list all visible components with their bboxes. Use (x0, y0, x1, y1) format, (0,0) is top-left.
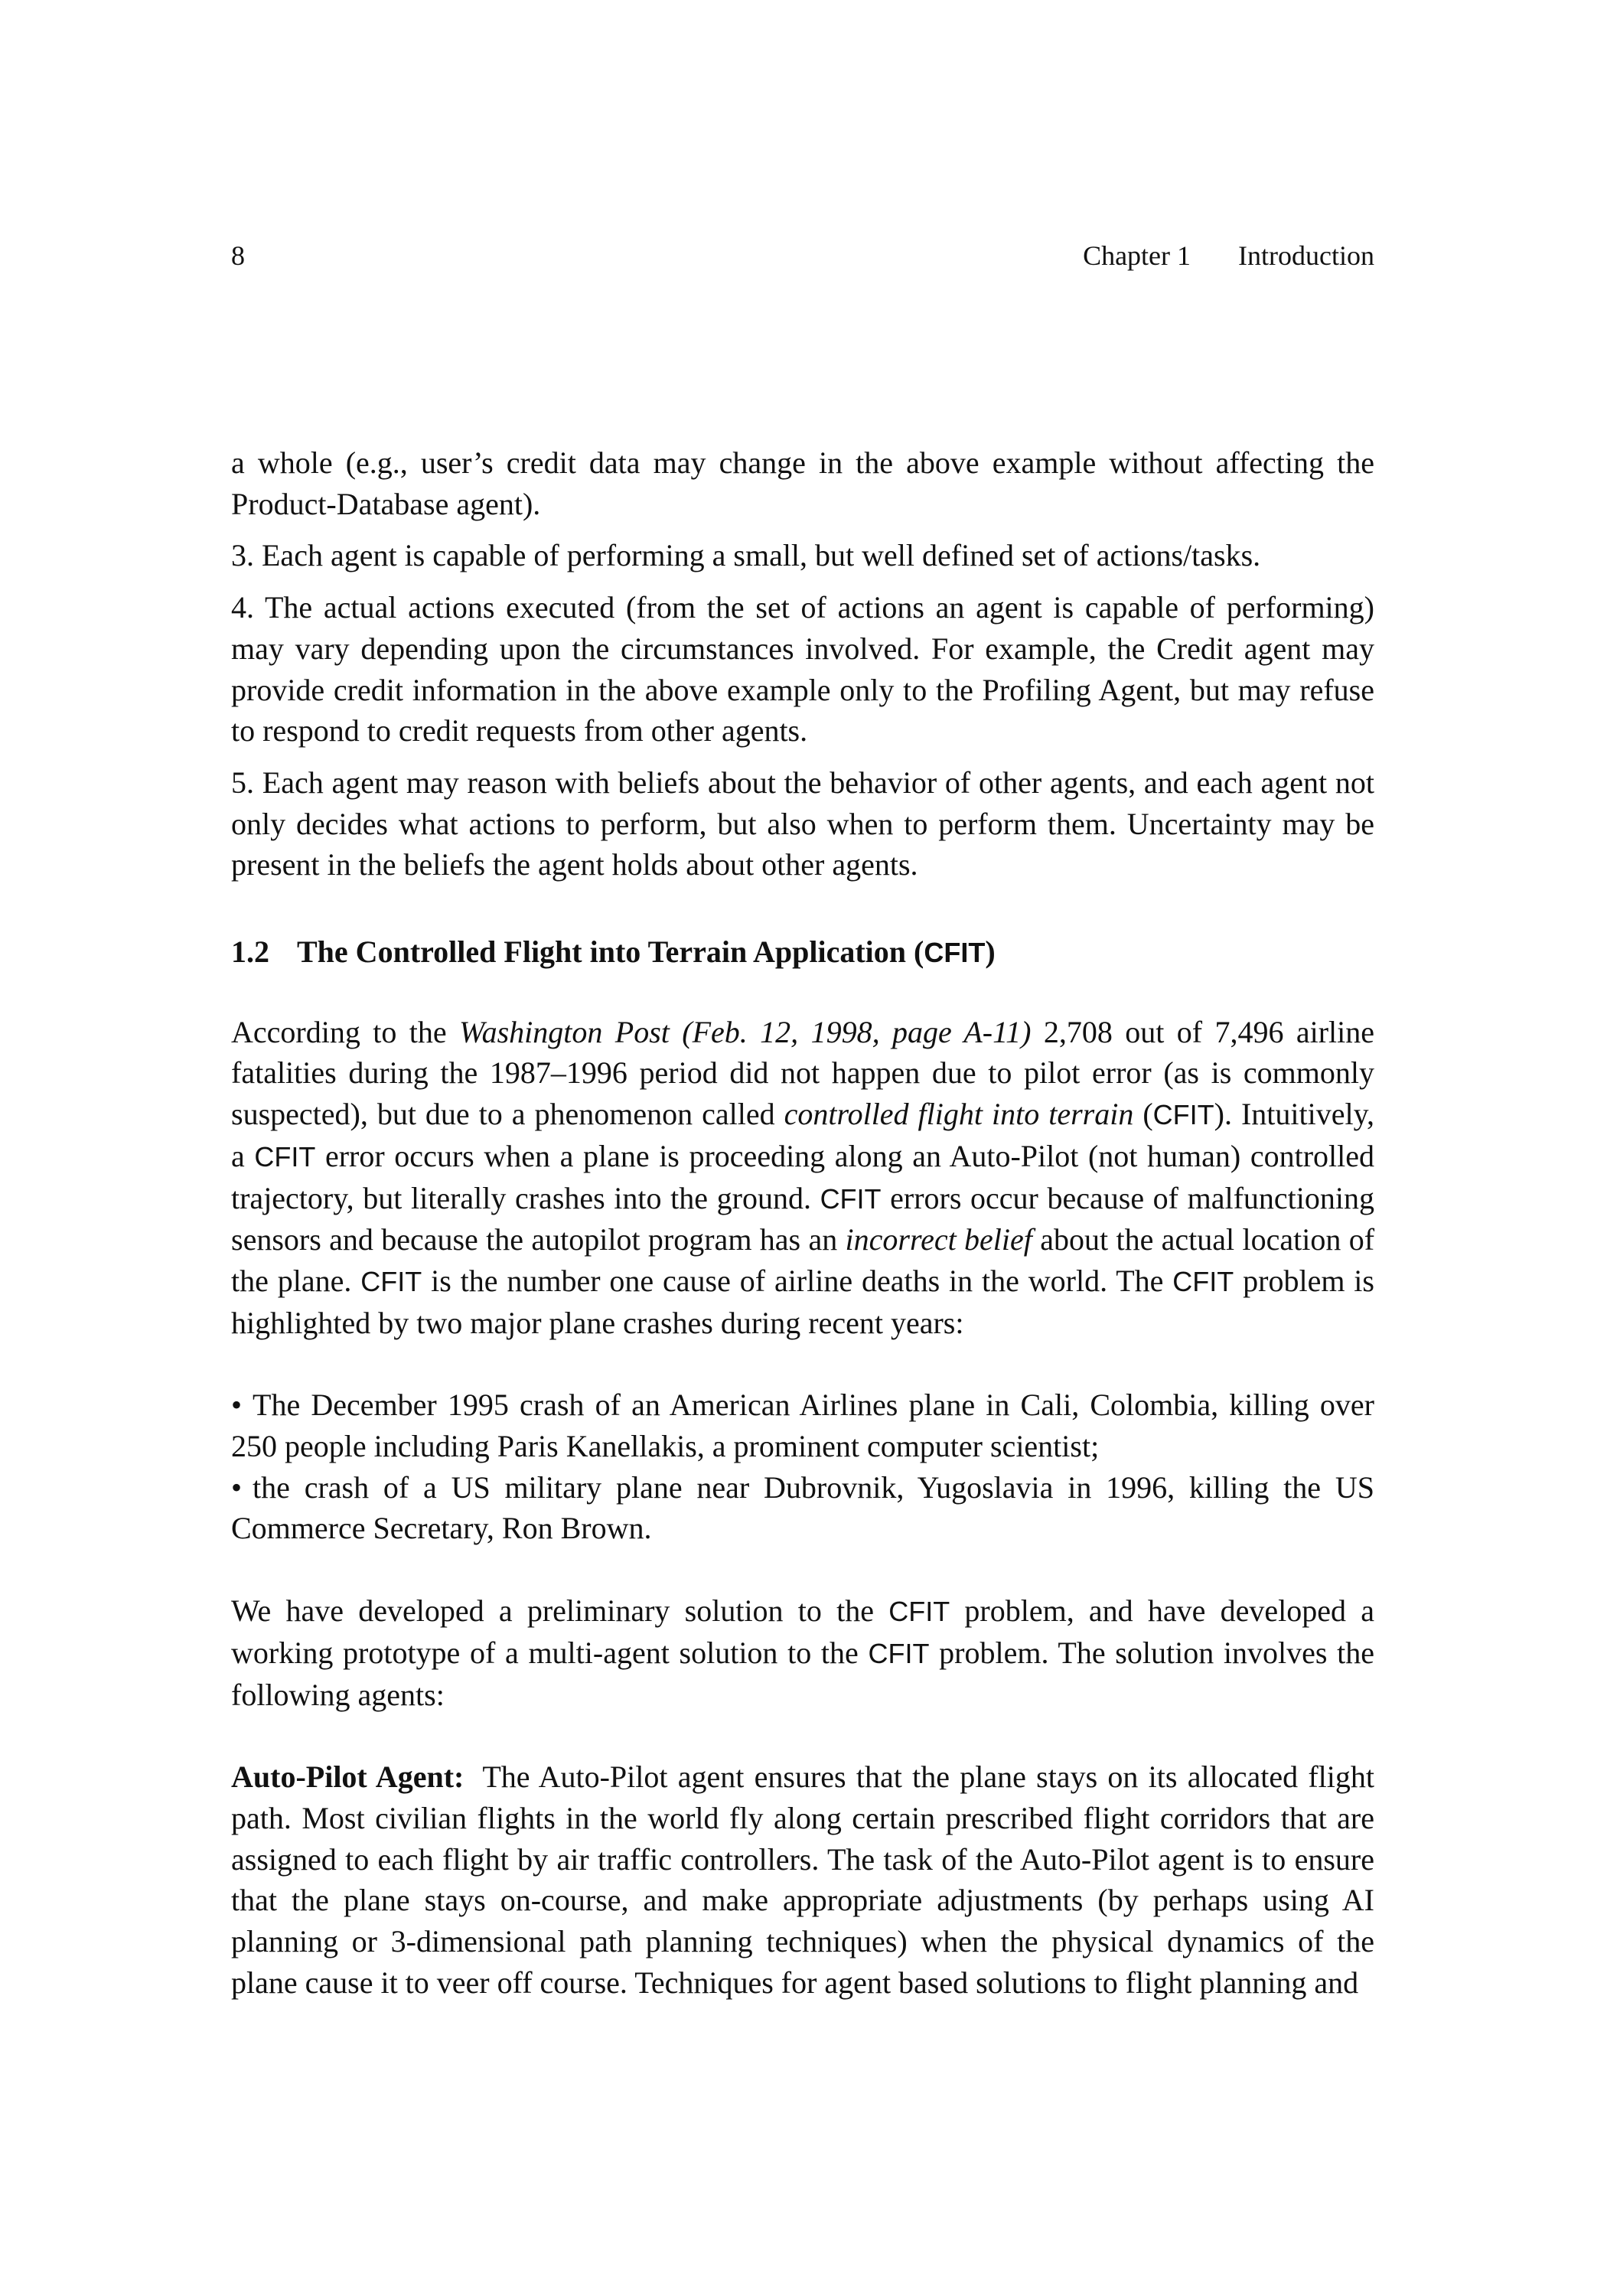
term-incorrect-belief: incorrect belief (845, 1222, 1032, 1257)
autopilot-text: The Auto-Pilot agent ensures that the plane stays on its allocated flight path. Most civilian flights in the world fly along certain prescribed flight corridors that are assigned to each flight by air traffic controllers. The task of the Auto-Pilot agent is to ensure that the plane stays on-course, and make appropriate adjustments (by perhaps using AI planning or 3-dimensional path planning techniques) when the physical dynamics of the plane cause it to veer off course. Techniques for agent based solutions to flight planning and (231, 1760, 1374, 2000)
section-title: The Controlled Flight into Terrain Application ( (297, 934, 924, 970)
chapter-title: Introduction (1238, 240, 1374, 271)
bullet-dot: • (231, 1469, 243, 1505)
chapter-number: Chapter 1 (1083, 240, 1191, 271)
bullet-dot: • (231, 1388, 243, 1423)
bullet-item: • the crash of a US military plane near Dubrovnik, Yugoslavia in 1996, killing the US Commerce Secretary, Ron Brown. (231, 1469, 1374, 1546)
chapter-label (1083, 237, 1374, 274)
list-item-4: 4. The actual actions executed (from the set of actions an agent is capable of performing) may vary depending upon the circumstances involved. For example, the Credit agent may provide credit information in the above example only to the Profiling Agent, but may refuse to respond to credit requests from other agents. (231, 590, 1374, 748)
newspaper-citation: Washington Post (Feb. 12, 1998, page A-11) (458, 1014, 1032, 1049)
autopilot-label: Auto-Pilot Agent: (231, 1760, 464, 1795)
autopilot-paragraph (231, 1756, 1374, 2003)
page-number: 8 (231, 240, 245, 271)
section-heading (231, 931, 1374, 974)
section-number: 1.2 (231, 934, 269, 970)
cfit-paragraph: According to the Washington Post (Feb. 12, 1998, page A-11) 2,708 out of 7,496 airline fatalities during the 1987–1996 period did not happen due to pilot error (as is commonly suspected), but due to a phenomenon called controlled flight into terrain (CFIT). Intuitively, a CFIT error occurs when a plane is proceeding along an Auto-Pilot (not human) controlled trajectory, but literally crashes into the ground. CFIT errors occur because of malfunctioning sensors and because the autopilot program has an incorrect belief about the actual location of the plane. CFIT is the number one cause of airline deaths in the world. The CFIT problem is highlighted by two major plane crashes during recent years: (231, 1014, 1375, 1340)
continuation-paragraph: a whole (e.g., user’s credit data may change in the above example without affecting the Product-Database agent). (231, 445, 1374, 521)
section-title-abbrev: CFIT (924, 937, 986, 969)
bullet-item: • The December 1995 crash of an American Airlines plane in Cali, Colombia, killing over 250 people including Paris Kanellakis, a prominent computer scientist; (231, 1388, 1374, 1464)
section-title-close: ) (985, 934, 996, 970)
list-item-3: 3. Each agent is capable of performing a small, but well defined set of actions/tasks. (231, 538, 1261, 573)
body-text (231, 442, 1374, 2004)
solution-paragraph: We have developed a preliminary solution to the CFIT problem, and have developed a working prototype of a multi-agent solution to the CFIT problem. The solution involves the following agents: (231, 1593, 1374, 1712)
list-item-5: 5. Each agent may reason with beliefs about the behavior of other agents, and each agent not only decides what actions to perform, but also when to perform them. Uncertainty may be present in the beliefs the agent holds about other agents. (231, 765, 1374, 882)
term-cfit: controlled flight into terrain (784, 1097, 1134, 1132)
